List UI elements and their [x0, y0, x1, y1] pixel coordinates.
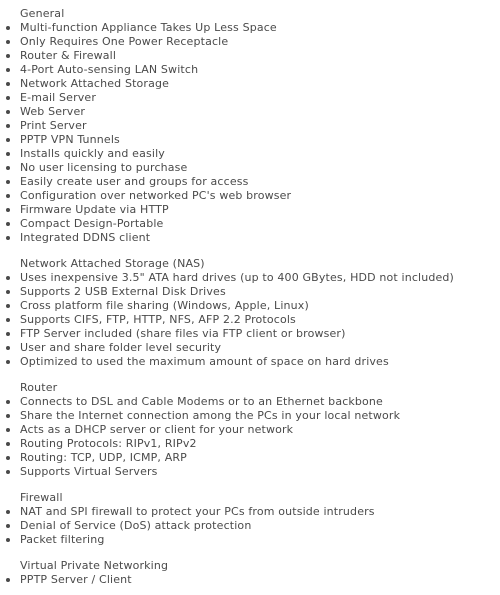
- list-item-text: Connects to DSL and Cable Modems or to an Ethernet backbone: [20, 395, 383, 408]
- bullet-icon: [6, 208, 10, 212]
- bullet-icon: [6, 290, 10, 294]
- list-item-text: Web Server: [20, 105, 86, 118]
- bullet-icon: [6, 318, 10, 322]
- list-item-text: Print Server: [20, 119, 87, 132]
- list-item-text: Supports Virtual Servers: [20, 465, 158, 478]
- list-item: [0, 49, 500, 63]
- bullet-icon: [6, 538, 10, 542]
- bullet-icon: [6, 124, 10, 128]
- list-item: [0, 189, 500, 203]
- list-item: [0, 63, 500, 77]
- list-item: [0, 35, 500, 49]
- list-item: [0, 313, 500, 327]
- list-item-text: Optimized to used the maximum amount of space on hard drives: [20, 355, 389, 368]
- section-title: Firewall: [20, 491, 63, 504]
- bullet-icon: [6, 414, 10, 418]
- list-item-text: Denial of Service (DoS) attack protection: [20, 519, 252, 532]
- bullet-icon: [6, 578, 10, 582]
- list-item: [0, 133, 500, 147]
- bullet-icon: [6, 26, 10, 30]
- bullet-icon: [6, 510, 10, 514]
- list-item-text: Configuration over networked PC's web browser: [20, 189, 292, 202]
- list-item-text: No user licensing to purchase: [20, 161, 188, 174]
- list-item-text: NAT and SPI firewall to protect your PCs from outside intruders: [20, 505, 375, 518]
- list-item-text: E-mail Server: [20, 91, 97, 104]
- list-item: [0, 21, 500, 35]
- bullet-icon: [6, 54, 10, 58]
- list-item: [0, 119, 500, 133]
- list-item: [0, 285, 500, 299]
- section-title: Router: [20, 381, 58, 394]
- list-item-text: Firmware Update via HTTP: [20, 203, 169, 216]
- list-item: [0, 91, 500, 105]
- section-router: [0, 381, 500, 479]
- bullet-icon: [6, 180, 10, 184]
- feature-list: [0, 271, 500, 369]
- list-item-text: FTP Server included (share files via FTP client or browser): [20, 327, 346, 340]
- section-title: General: [20, 7, 65, 20]
- list-item: [0, 175, 500, 189]
- list-item: [0, 409, 500, 423]
- list-item: [0, 147, 500, 161]
- bullet-icon: [6, 236, 10, 240]
- list-item: [0, 423, 500, 437]
- list-item: [0, 161, 500, 175]
- list-item-text: Multi-function Appliance Takes Up Less Space: [20, 21, 277, 34]
- list-item-text: Routing: TCP, UDP, ICMP, ARP: [20, 451, 187, 464]
- feature-list: [0, 395, 500, 479]
- bullet-icon: [6, 360, 10, 364]
- bullet-icon: [6, 222, 10, 226]
- section-title: Virtual Private Networking: [20, 559, 169, 572]
- bullet-icon: [6, 194, 10, 198]
- bullet-icon: [6, 96, 10, 100]
- section-general: [0, 7, 500, 245]
- list-item-text: Share the Internet connection among the PCs in your local network: [20, 409, 401, 422]
- list-item-text: Only Requires One Power Receptacle: [20, 35, 229, 48]
- bullet-icon: [6, 470, 10, 474]
- list-item-text: Network Attached Storage: [20, 77, 170, 90]
- list-item: [0, 355, 500, 369]
- list-item: [0, 451, 500, 465]
- bullet-icon: [6, 332, 10, 336]
- bullet-icon: [6, 428, 10, 432]
- list-item: [0, 105, 500, 119]
- list-item-text: Acts as a DHCP server or client for your network: [20, 423, 294, 436]
- list-item-text: PPTP Server / Client: [20, 573, 132, 586]
- feature-list: [0, 573, 500, 587]
- list-item: [0, 271, 500, 285]
- list-item-text: Routing Protocols: RIPv1, RIPv2: [20, 437, 197, 450]
- list-item: [0, 217, 500, 231]
- list-item-text: 4-Port Auto-sensing LAN Switch: [20, 63, 199, 76]
- list-item-text: Supports CIFS, FTP, HTTP, NFS, AFP 2.2 Protocols: [20, 313, 296, 326]
- section-vpn: [0, 559, 500, 587]
- list-item: [0, 437, 500, 451]
- list-item-text: Installs quickly and easily: [20, 147, 165, 160]
- list-item: [0, 465, 500, 479]
- section-firewall: [0, 491, 500, 547]
- section-title: Network Attached Storage (NAS): [20, 257, 205, 270]
- list-item: [0, 533, 500, 547]
- list-item: [0, 327, 500, 341]
- bullet-icon: [6, 304, 10, 308]
- list-item-text: User and share folder level security: [20, 341, 222, 354]
- bullet-icon: [6, 166, 10, 170]
- list-item-text: PPTP VPN Tunnels: [20, 133, 120, 146]
- list-item: [0, 573, 500, 587]
- list-item: [0, 299, 500, 313]
- list-item: [0, 203, 500, 217]
- bullet-icon: [6, 400, 10, 404]
- list-item-text: Cross platform file sharing (Windows, Apple, Linux): [20, 299, 309, 312]
- bullet-icon: [6, 138, 10, 142]
- section-nas: [0, 257, 500, 369]
- list-item: [0, 519, 500, 533]
- list-item: [0, 395, 500, 409]
- list-item-text: Packet filtering: [20, 533, 105, 546]
- list-item-text: Router & Firewall: [20, 49, 117, 62]
- feature-list: [0, 21, 500, 245]
- list-item-text: Uses inexpensive 3.5" ATA hard drives (up to 400 GBytes, HDD not included): [20, 271, 454, 284]
- list-item-text: Compact Design-Portable: [20, 217, 164, 230]
- bullet-icon: [6, 110, 10, 114]
- list-item: [0, 77, 500, 91]
- list-item-text: Supports 2 USB External Disk Drives: [20, 285, 226, 298]
- list-item-text: Easily create user and groups for access: [20, 175, 249, 188]
- list-item-text: Integrated DDNS client: [20, 231, 151, 244]
- bullet-icon: [6, 276, 10, 280]
- bullet-icon: [6, 152, 10, 156]
- bullet-icon: [6, 442, 10, 446]
- bullet-icon: [6, 82, 10, 86]
- feature-list: [0, 505, 500, 547]
- bullet-icon: [6, 456, 10, 460]
- list-item: [0, 341, 500, 355]
- bullet-icon: [6, 524, 10, 528]
- list-item: [0, 231, 500, 245]
- list-item: [0, 505, 500, 519]
- bullet-icon: [6, 40, 10, 44]
- bullet-icon: [6, 346, 10, 350]
- bullet-icon: [6, 68, 10, 72]
